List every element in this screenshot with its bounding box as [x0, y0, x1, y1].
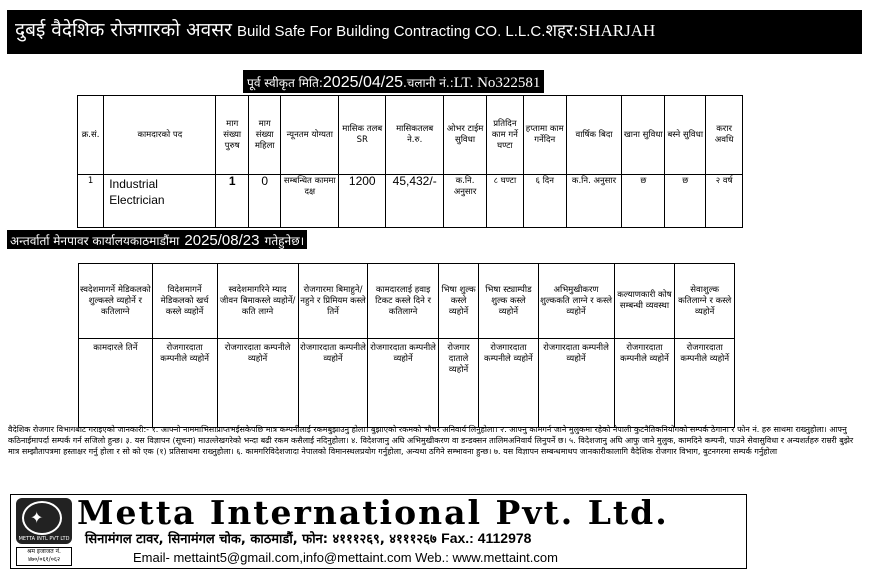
col-header: प्रतिदिन काम गर्ने घण्टा [487, 96, 524, 175]
col-header: ओभर टाईम सुविधा [444, 96, 487, 175]
col-header: माग संख्या महिला [248, 96, 281, 175]
permit-box [16, 547, 72, 566]
cost-value: रोजगारदाता कम्पनीले व्यहोर्ने [675, 339, 735, 428]
jobs-header-row [78, 96, 743, 175]
col-header: बस्ने सुविधा [665, 96, 706, 175]
interview-label: अन्तर्वार्ता मेनपावर कार्यालयकाठमाडौंमा [10, 234, 180, 248]
cost-value: रोजगारदाता कम्पनीले व्यहोर्ने [217, 339, 298, 428]
col-header: हप्तामा काम गर्नेदिन [523, 96, 566, 175]
col-header: करार अवधि [706, 96, 743, 175]
cost-value: रोजगारदाता कम्पनीले व्यहोर्ने [368, 339, 438, 428]
agency-address [85, 529, 531, 547]
lot-number: LT. No322581 [453, 75, 541, 91]
cell-position: Industrial Electrician [104, 175, 216, 228]
cell-male: 1 [216, 175, 249, 228]
col-header: माग संख्या पुरुष [216, 96, 249, 175]
cost-header: अभिमुखीकरण शुल्ककति लाग्ने र कस्ले व्यहोर्ने [538, 264, 614, 339]
agency-fax: Fax.: 4112978 [441, 530, 532, 546]
company-name: Build Safe For Building Contracting CO. L.L.C. [236, 23, 546, 40]
cost-table [78, 263, 735, 428]
cost-header: रोजगारमा बिमाहुने/ नहुने र प्रिमियम कस्ले तिर्ने [298, 264, 368, 339]
cell-days: ६ दिन [523, 175, 566, 228]
cost-value-row [79, 339, 735, 428]
cell-sn: 1 [78, 175, 104, 228]
col-header: खाना सुविधा [622, 96, 665, 175]
cost-header: सेवाशुल्क कतिलाग्ने र कस्ले व्यहोर्ने [675, 264, 735, 339]
jobs-table [77, 95, 743, 228]
cost-header: भिषा स्ट्याम्पीड शुल्क कस्ले व्यहोर्ने [479, 264, 538, 339]
cost-value: रोजगार दाताले व्यहोर्ने [438, 339, 478, 428]
agency-contact: Email- mettaint5@gmail.com,info@mettaint.com Web.: www.mettaint.com [133, 550, 558, 565]
col-header: क्र.सं. [78, 96, 104, 175]
cell-contract: २ वर्ष [706, 175, 743, 228]
dove-icon: ✦ [30, 508, 44, 527]
cost-header: स्वदेशमागरिने म्याद जीवन बिमाकस्ले व्यहोर्ने/ कति लाग्ने [217, 264, 298, 339]
approval-label: पूर्व स्वीकृत मिति: [247, 76, 323, 90]
cost-value: रोजगारदाता कम्पनीले व्यहोर्ने [538, 339, 614, 428]
cost-value: रोजगारदाता कम्पनीले व्यहोर्ने [479, 339, 538, 428]
interview-date: 2025/08/23 [184, 232, 260, 249]
agency-logo [16, 498, 72, 544]
city-label: शहर: [545, 21, 579, 41]
cell-female: 0 [248, 175, 281, 228]
interview-bar [7, 230, 307, 249]
col-header: मासिक तलब SR [339, 96, 386, 175]
col-header: वार्षिक बिदा [566, 96, 622, 175]
cell-qualification: सम्बन्धित काममा दक्ष [281, 175, 339, 228]
approval-date: 2025/04/25 [322, 74, 403, 91]
col-header: कामदारको पद [104, 96, 216, 175]
header-title: दुबई वैदेशिक रोजगारको अवसर [15, 19, 232, 41]
notice-text: वैदेशिक रोजगार विभागबाट गराइएको जानकारी:- १. आफ्नो नाममाभिसाप्राप्तभईसकेपछि मात्र कम्पनीलाई रकमबुझाउनु होला। बुझाएको रकमको भौचर अनिवार्य लिनुहोला। २. आफ्नु कामगर्न जाने मुलुकमा रहेको नेपाली कुटनैतिकनियोगको सम्पर्क ठेगाना र फोन नं. हरु साथमा राख्नुहोला। आफ्नु कठिनाईमापर्दा सम्पर्क गर्न सजिलो हुन्छ। ३. यस विज्ञापन (सूचना) माउल्लेखगरेको भन्दा बढी रकम कसैलाई नदिनुहोला। ४. विदेशजानु अघि अभिमुखीकरण वा डन्डक्सन तालिमअनिवार्य लिनुपर्ने छ। ५. विदेशजानु अघि आफु जाने मुलुक, कामदिने कम्पनी, पाउने सेवासुविधा र अन्यशर्तहरु राम्ररी बुझेर मात्र सम्झौतापत्रमा हस्ताक्षर गर्नु होला र सो को एक (१) प्रतिसाथमा राख्नुहोला। ६. कामगरिविदेशजादा नेपालको विमानस्थलप्रयोग गर्नुहोला, अन्यथा ठगिने सम्भावना हुन्छ। ७. यस विज्ञापन सम्बन्धमाथप जानकारीकालागि वैदेशिक रोजगार विभाग, बुटनगरमा सम्पर्क गर्नुहोला [8, 425, 854, 456]
city-name: SHARJAH [578, 21, 656, 40]
cell-salary-npr: 45,432/- [386, 175, 444, 228]
cell-accommodation: छ [665, 175, 706, 228]
cost-header: भिषा शुल्क कस्ले व्यहोर्ने [438, 264, 478, 339]
interview-suffix: गतेहुनेछ। [264, 234, 305, 248]
cell-leave: क.नि. अनुसार [566, 175, 622, 228]
cost-header-row [79, 264, 735, 339]
cost-header: विदेशमागर्ने मेडिकलको खर्च कस्ले व्यहोर्ने [152, 264, 217, 339]
header-banner [7, 10, 862, 54]
col-header: मासिकतलब ने.रु. [386, 96, 444, 175]
address-np: सिनामंगल टावर, सिनामंगल चोक, काठमाडौं, फोन: ४१११२६९, ४१११२६७ [85, 532, 437, 547]
cell-food: छ [622, 175, 665, 228]
cell-salary-sr: 1200 [339, 175, 386, 228]
permit-label: श्रम इजाजत नं. [27, 548, 61, 555]
cell-overtime: क.नि. अनुसार [444, 175, 487, 228]
agency-name: Metta International Pvt. Ltd. [77, 494, 669, 532]
col-header: न्यूनतम योग्यता [281, 96, 339, 175]
lot-label: .चलानी नं.: [402, 76, 454, 90]
cost-value: कामदारले तिर्ने [79, 339, 153, 428]
cost-value: रोजगारदाता कम्पनीले व्यहोर्ने [298, 339, 368, 428]
cost-value: रोजगारदाता कम्पनीले व्यहोर्ने [152, 339, 217, 428]
cost-header: स्वदेशमागर्ने मेडिकलको शुल्कस्ले व्यहोर्ने र कतिलाग्ने [79, 264, 153, 339]
cost-header: कल्याणकारी कोष सम्बन्धी व्यवस्था [614, 264, 675, 339]
cell-hours: ८ घण्टा [487, 175, 524, 228]
cost-header: कामदारलाई हवाइ टिकट कस्ले दिने र कतिलाग्ने [368, 264, 438, 339]
permit-number: ४७०/०६१/०६२ [27, 556, 61, 563]
approval-bar [243, 70, 544, 93]
agency-banner [10, 494, 747, 569]
table-row [78, 175, 743, 228]
logo-caption: METTA INTL PVT LTD [18, 536, 70, 542]
cost-value: रोजगारदाता कम्पनीले व्यहोर्ने [614, 339, 675, 428]
